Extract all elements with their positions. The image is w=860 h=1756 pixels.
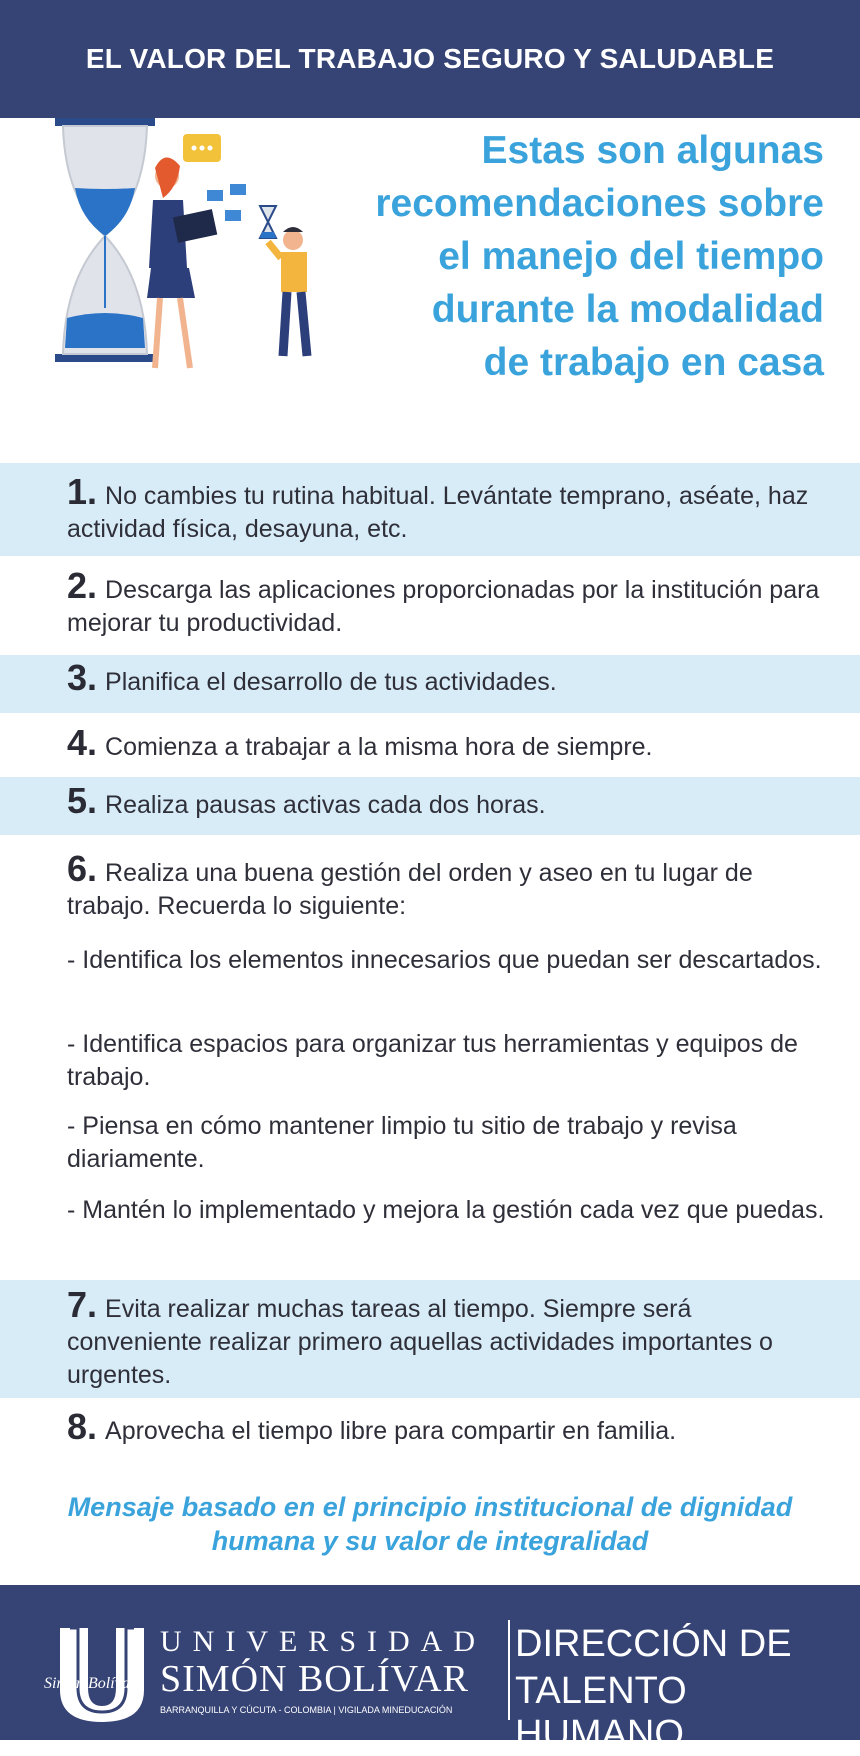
item-text: Realiza una buena gestión del orden y aseo en tu lugar de trabajo. Recuerda lo siguiente: — [67, 859, 753, 920]
recommendation-item-2 — [0, 564, 860, 642]
item-number: 3. — [67, 657, 98, 698]
university-logo-icon — [40, 1618, 150, 1728]
page-title: EL VALOR DEL TRABAJO SEGURO Y SALUDABLE — [85, 43, 775, 74]
recommendation-item-5 — [0, 777, 860, 835]
subitem: - Mantén lo implementado y mejora la gestión cada vez que puedas. — [67, 1196, 825, 1224]
svg-text:Simon Bolívar: Simon Bolívar — [44, 1675, 136, 1692]
item-number: 4. — [67, 722, 98, 763]
item-number: 8. — [67, 1406, 98, 1447]
direction-line: DIRECCIÓN DE — [515, 1623, 792, 1665]
intro-line: recomendaciones sobre — [375, 182, 824, 225]
recommendation-item-7 — [0, 1280, 860, 1398]
item-text: No cambies tu rutina habitual. Levántate temprano, aséate, haz actividad física, desayuna, etc. — [67, 482, 809, 543]
item-text: Descarga las aplicaciones proporcionadas por la institución para mejorar tu productividad. — [67, 576, 820, 637]
university-subtitle: BARRANQUILLA Y CÚCUTA - COLOMBIA | VIGILADA MINEDUCACIÓN — [160, 1705, 453, 1715]
recommendation-item-8 — [0, 1406, 860, 1460]
university-name: SIMÓN BOLÍVAR — [160, 1658, 469, 1700]
recommendation-item-6 — [0, 850, 860, 930]
recommendation-item-4 — [0, 722, 860, 772]
footer-message-line: humana y su valor de integralidad — [211, 1526, 649, 1556]
footer-banner — [0, 1585, 860, 1755]
item-text: Evita realizar muchas tareas al tiempo. Siempre será conveniente realizar primero aquellas actividades importantes o urgentes. — [67, 1295, 773, 1389]
item-number: 6. — [67, 848, 98, 889]
subitem: - Piensa en cómo mantener limpio tu sitio de trabajo y revisa diariamente. — [67, 1112, 737, 1173]
intro-line: durante la modalidad — [431, 288, 824, 331]
item-number: 7. — [67, 1284, 98, 1325]
item-text: Comienza a trabajar a la misma hora de siempre. — [105, 733, 653, 761]
header-banner — [0, 0, 860, 118]
intro-line: Estas son algunas — [481, 129, 824, 172]
hourglass-people-illustration — [55, 118, 370, 418]
direction-line: TALENTO HUMANO — [515, 1670, 687, 1755]
footer-divider — [508, 1620, 510, 1720]
intro-line: el manejo del tiempo — [438, 235, 824, 278]
footer-message — [30, 1490, 830, 1558]
item-number: 1. — [67, 471, 98, 512]
item-text: Planifica el desarrollo de tus actividades. — [105, 668, 557, 696]
recommendation-item-3 — [0, 655, 860, 713]
item-text: Realiza pausas activas cada dos horas. — [105, 791, 546, 819]
subitem: - Identifica espacios para organizar tus herramientas y equipos de trabajo. — [67, 1030, 798, 1091]
intro-heading — [354, 124, 824, 389]
item-number: 2. — [67, 565, 98, 606]
item-text: Aprovecha el tiempo libre para compartir en familia. — [105, 1417, 677, 1445]
item-number: 5. — [67, 780, 98, 821]
intro-line: de trabajo en casa — [483, 341, 824, 384]
footer-message-line: Mensaje basado en el principio institucional de dignidad — [67, 1492, 793, 1522]
subitem: - Identifica los elementos innecesarios que puedan ser descartados. — [67, 946, 822, 974]
university-label: UNIVERSIDAD — [160, 1625, 486, 1658]
recommendation-item-1 — [0, 463, 860, 556]
